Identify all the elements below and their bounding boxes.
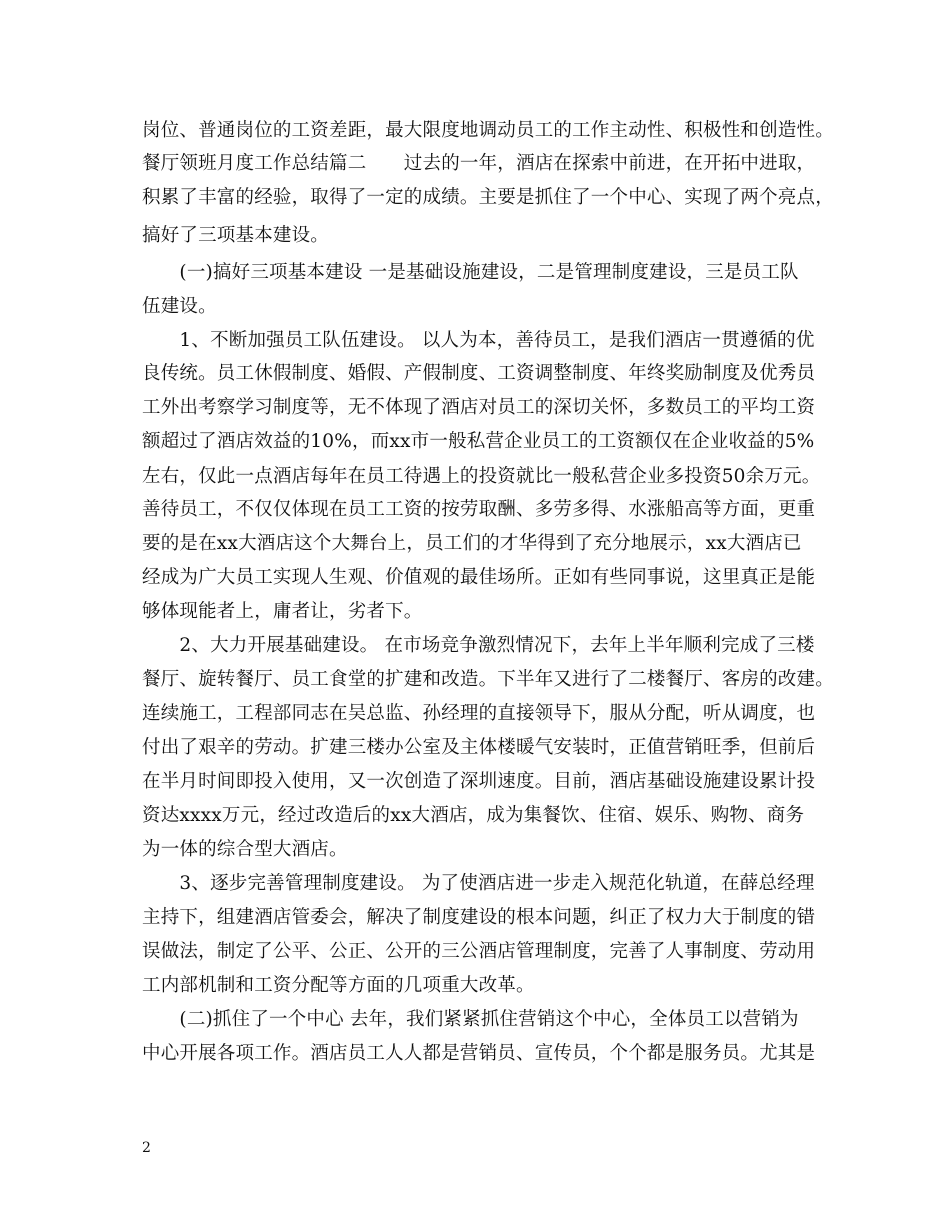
text-line: (一)搞好三项基本建设 一是基础设施建设，二是管理制度建设，三是员工队 bbox=[142, 262, 799, 283]
text-line: 3、逐步完善管理制度建设。 为了使酒店进一步走入规范化轨道，在薛总经理 bbox=[142, 873, 815, 894]
text-line: 主持下，组建酒店管委会，解决了制度建设的根本问题，纠正了权力大于制度的错 bbox=[142, 907, 816, 928]
text-line: 伍建设。 bbox=[142, 296, 217, 317]
text-line: 积累了丰富的经验，取得了一定的成绩。主要是抓住了一个中心、实现了两个亮点， bbox=[142, 187, 834, 208]
text-line: 良传统。员工休假制度、婚假、产假制度、工资调整制度、年终奖励制度及优秀员 bbox=[142, 363, 816, 384]
text-line: 中心开展各项工作。酒店员工人人都是营销员、宣传员，个个都是服务员。尤其是 bbox=[142, 1043, 816, 1064]
text-line: 左右，仅此一点酒店每年在员工待遇上的投资就比一般私营企业多投资50余万元。 bbox=[142, 466, 821, 487]
text-line: 工内部机制和工资分配等方面的几项重大改革。 bbox=[142, 975, 535, 996]
text-line: 资达xxxx万元，经过改造后的xx大酒店，成为集餐饮、住宿、娱乐、购物、商务 bbox=[142, 805, 805, 826]
text-line: 连续施工，工程部同志在吴总监、孙经理的直接领导下，服从分配，听从调度，也 bbox=[142, 703, 816, 724]
text-line: 善待员工，不仅仅体现在员工工资的按劳取酬、多劳多得、水涨船高等方面，更重 bbox=[142, 499, 816, 520]
text-line: 经成为广大员工实现人生观、价值观的最佳场所。正如有些同事说，这里真正是能 bbox=[142, 567, 816, 588]
text-line: (二)抓住了一个中心 去年，我们紧紧抓住营销这个中心，全体员工以营销为 bbox=[142, 1009, 799, 1030]
text-line: 够体现能者上，庸者让，劣者下。 bbox=[142, 601, 423, 622]
text-line: 餐厅领班月度工作总结篇二 过去的一年，酒店在探索中前进，在开拓中进取， bbox=[142, 153, 816, 174]
text-line: 工外出考察学习制度等，无不体现了酒店对员工的深切关怀，多数员工的平均工资 bbox=[142, 397, 816, 418]
text-line: 餐厅、旋转餐厅、员工食堂的扩建和改造。下半年又进行了二楼餐厅、客房的改建。 bbox=[142, 669, 834, 690]
text-line: 要的是在xx大酒店这个大舞台上，员工们的才华得到了充分地展示，xx大酒店已 bbox=[142, 533, 802, 554]
text-line: 付出了艰辛的劳动。扩建三楼办公室及主体楼暖气安装时，正值营销旺季，但前后 bbox=[142, 737, 816, 758]
page-number: 2 bbox=[142, 1140, 151, 1156]
text-line: 为一体的综合型大酒店。 bbox=[142, 839, 348, 860]
text-line: 2、大力开展基础建设。 在市场竞争激烈情况下，去年上半年顺利完成了三楼 bbox=[142, 635, 815, 656]
text-line: 岗位、普通岗位的工资差距，最大限度地调动员工的工作主动性、积极性和创造性。 bbox=[142, 120, 834, 141]
text-line: 额超过了酒店效益的10%，而xx市一般私营企业员工的工资额仅在企业收益的5% bbox=[142, 431, 815, 452]
text-line: 1、不断加强员工队伍建设。 以人为本，善待员工，是我们酒店一贯遵循的优 bbox=[142, 330, 815, 351]
text-line: 误做法，制定了公平、公正、公开的三公酒店管理制度，完善了人事制度、劳动用 bbox=[142, 941, 816, 962]
text-line: 搞好了三项基本建设。 bbox=[142, 225, 330, 246]
text-line: 在半月时间即投入使用，又一次创造了深圳速度。目前，酒店基础设施建设累计投 bbox=[142, 771, 816, 792]
